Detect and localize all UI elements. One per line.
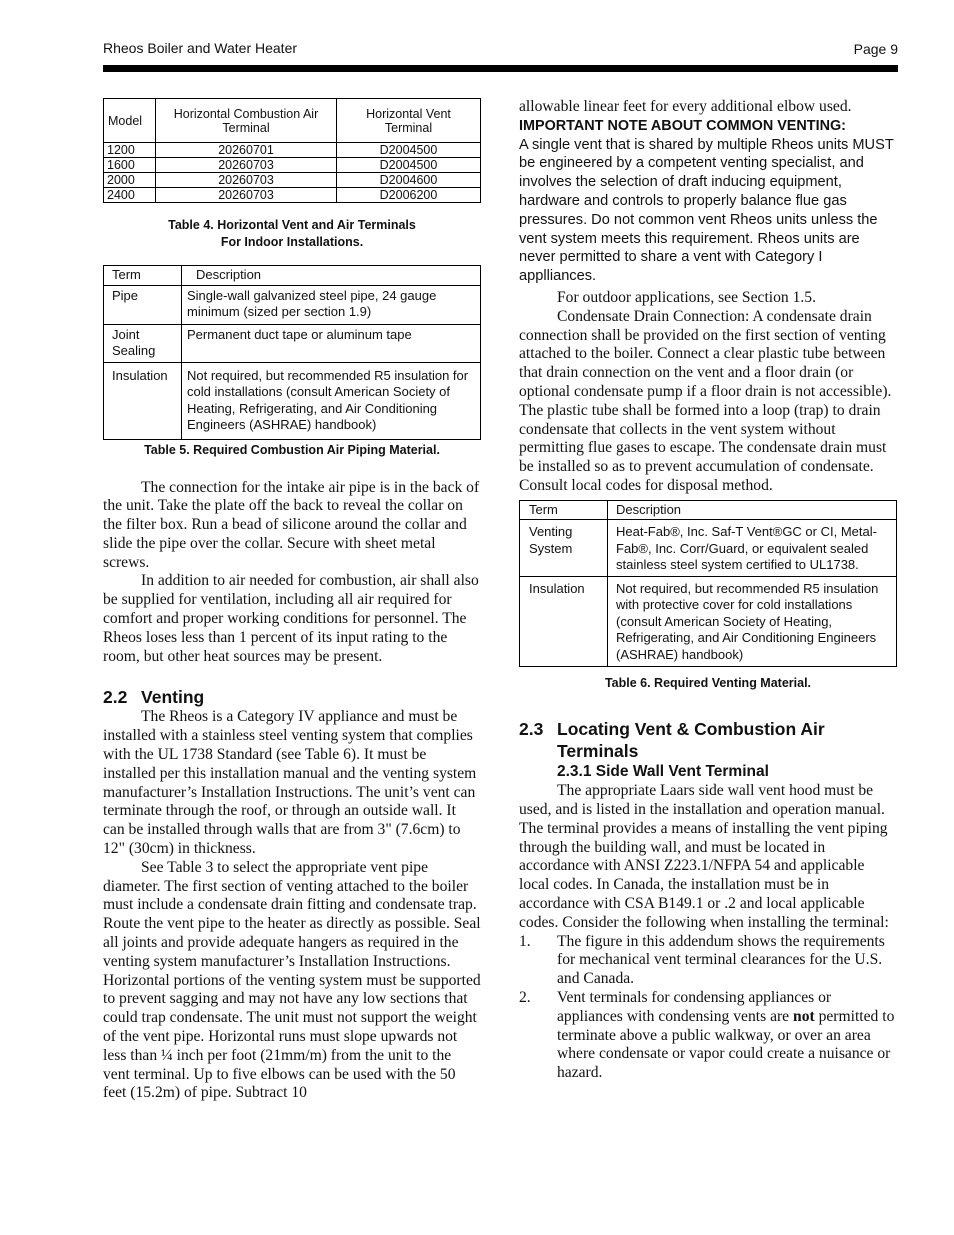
table-cell: 2000 (104, 173, 156, 188)
list-item (519, 989, 897, 1083)
table-cell: Joint Sealing (104, 324, 182, 362)
section-title: Locating Vent & Combustion Air (557, 719, 825, 740)
table-row (104, 285, 481, 324)
right-column (519, 98, 897, 1083)
table-cell: Insulation (104, 362, 182, 439)
list-item (519, 933, 897, 989)
table-6-caption: Table 6. Required Venting Material. (604, 676, 812, 691)
paragraph: The connection for the intake air pipe is in the back of the unit. Take the plate off the back to reveal the collar on the filter box. Run a bead of silicone around the collar and slide the pipe over the collar. Secure with sheet metal screws. (103, 478, 480, 571)
table-row (104, 188, 481, 203)
table-cell: Insulation (520, 576, 608, 667)
table-4-header-row (104, 99, 481, 143)
table-6 (519, 500, 897, 668)
table-cell: Not required, but recommended R5 insulation with protective cover for cold installations (consult American Society of Heating, Refrigerating, and Air Conditioning Engineers (ASHRAE) handbook) (608, 576, 897, 667)
caption-line: For Indoor Installations. (220, 235, 364, 249)
section-title-line2: Terminals (557, 741, 639, 762)
table-cell: 20260703 (156, 173, 337, 188)
paragraph: In addition to air needed for combustion, air shall also be supplied for ventilation, including all air required for comfort and proper working conditions for personnel. The Rheos loses less than 1 percent of its input rating to the room, but other heat sources may be present. (103, 572, 479, 665)
table-cell: D2006200 (337, 188, 481, 203)
paragraph: Condensate Drain Connection: A condensate drain connection shall be provided on the first section of venting attached to the boiler. Connect a clear plastic tube between that drain connection on the vent and a floor drain (or optional condensate pump if a floor drain is not accessible). The plastic tube shall be formed into a loop (trap) to drain condensate that collects in the vent system without permitting flue gases to escape. The condensate drain must be installed so as to prevent accumulation of condensate. Consult local codes for disposal method. (519, 307, 892, 494)
table-5 (103, 265, 481, 440)
table-row (104, 362, 481, 439)
list-item-text-post: permitted to terminate above a public walkway, or over an area where condensate or vapor could create a nuisance or hazard. (557, 1007, 895, 1082)
table-cell: 20260703 (156, 188, 337, 203)
list-number: 2. (519, 989, 531, 1006)
section-2-3-heading (519, 718, 897, 762)
table-6-header-cell: Description (608, 500, 897, 520)
section-2-2-heading (103, 686, 481, 708)
paragraph: The appropriate Laars side wall vent hood must be used, and is listed in the installation and operation manual. The terminal provides a means of installing the vent piping through the building wall, and must be located in accordance with ANSI Z223.1/NFPA 54 and applicable local codes. In Canada, the installation must be in accordance with CSA B149.1 or .2 and local applicable codes. Consider the following when installing the terminal: (519, 782, 889, 931)
table-6-header-cell: Term (520, 500, 608, 520)
table-row (520, 576, 897, 667)
table-cell: Permanent duct tape or aluminum tape (182, 324, 481, 362)
paragraph: See Table 3 to select the appropriate vent pipe diameter. The first section of venting attached to the boiler must include a condensate drain fitting and condensate trap. Route the vent pipe to the heater as directly as possible. Seal all joints and provide adequate hangers as required in the venting system manufacturer’s Installation Instructions. Horizontal portions of the venting system must be supported to prevent sagging and may not have any low sections that could trap condensate. The unit must not support the weight of the vent pipe. Horizontal runs must slope upwards not less than ¼ inch per foot (21mm/m) from the unit to the vent terminal. Up to five elbows can be used with the 50 feet (15.2m) of pipe. Subtract 10 (103, 858, 481, 1102)
page-number: Page 9 (853, 41, 898, 57)
important-note-heading: IMPORTANT NOTE ABOUT COMMON VENTING: (519, 117, 846, 134)
header-rule (103, 65, 898, 72)
table-5-header-row (104, 266, 481, 286)
paragraph: For outdoor applications, see Section 1.5. (557, 288, 816, 306)
table-cell: D2004600 (337, 173, 481, 188)
table-cell: Pipe (104, 285, 182, 324)
list-item-text: The figure in this addendum shows the requirements for mechanical vent terminal clearances for the U.S. and Canada. (557, 932, 885, 988)
table-cell: 20260703 (156, 158, 337, 173)
table-row (104, 158, 481, 173)
table-4-header-cell: Horizontal Vent Terminal (337, 99, 481, 143)
running-header-title: Rheos Boiler and Water Heater (103, 40, 298, 56)
subsection-2-3-1-heading: 2.3.1 Side Wall Vent Terminal (557, 763, 769, 781)
table-cell: 1600 (104, 158, 156, 173)
table-cell: Heat-Fab®, Inc. Saf-T Vent®GC or CI, Metal-Fab®, Inc. Corr/Guard, or equivalent sealed stainless steel system certified to UL1738. (608, 520, 897, 577)
table-6-header-row (520, 500, 897, 520)
table-cell: 1200 (104, 143, 156, 158)
numbered-list (519, 933, 897, 1083)
table-5-caption: Table 5. Required Combustion Air Piping Material. (144, 442, 440, 457)
table-4-caption (103, 217, 481, 251)
left-column (103, 98, 481, 1103)
paragraph: The Rheos is a Category IV appliance and must be installed with a stainless steel venting system that complies with the UL 1738 Standard (see Table 6). It must be installed per this installation manual and the venting system manufacturer’s Installation Instructions. The unit’s vent can terminate through the roof, or through an outside wall. It can be installed through walls that are from 3" (7.6cm) to 12" (30cm) in thickness. (103, 708, 477, 858)
table-cell: D2004500 (337, 143, 481, 158)
table-5-header-cell: Description (182, 266, 481, 286)
table-row (104, 324, 481, 362)
section-title: Venting (141, 687, 205, 708)
table-row (520, 520, 897, 577)
list-number: 1. (519, 932, 531, 950)
table-5-header-cell: Term (104, 266, 182, 286)
list-item-text-pre: Vent terminals for condensing appliances or appliances with condensing vents are (557, 989, 832, 1025)
table-cell: 2400 (104, 188, 156, 203)
paragraph-continuation: allowable linear feet for every additional elbow used. (519, 98, 852, 115)
table-cell: Single-wall galvanized steel pipe, 24 gauge minimum (sized per section 1.9) (182, 285, 481, 324)
table-cell: Venting System (520, 520, 608, 577)
table-4-header-cell: Model (104, 99, 156, 143)
list-item-text-bold: not (793, 1007, 815, 1025)
caption-line: Table 4. Horizontal Vent and Air Terminals (168, 218, 416, 232)
section-number: 2.2 (103, 687, 128, 708)
table-cell: Not required, but recommended R5 insulation for cold installations (consult American Society of Heating, Refrigerating, and Air Conditioning Engineers (ASHRAE) handbook) (182, 362, 481, 439)
section-number: 2.3 (519, 719, 544, 740)
table-row (104, 173, 481, 188)
table-4-header-cell: Horizontal Combustion Air Terminal (156, 99, 337, 143)
table-cell: 20260701 (156, 143, 337, 158)
table-row (104, 143, 481, 158)
important-note-text: A single vent that is shared by multiple Rheos units MUST be engineered by a competent venting specialist, and involves the selection of draft inducing equipment, hardware and controls to properly balance flue gas pressures. Do not common vent Rheos units unless the vent system meets this requirement. Rheos units are never permitted to share a vent with Category I applliances. (519, 136, 894, 285)
table-cell: D2004500 (337, 158, 481, 173)
table-4 (103, 98, 481, 203)
